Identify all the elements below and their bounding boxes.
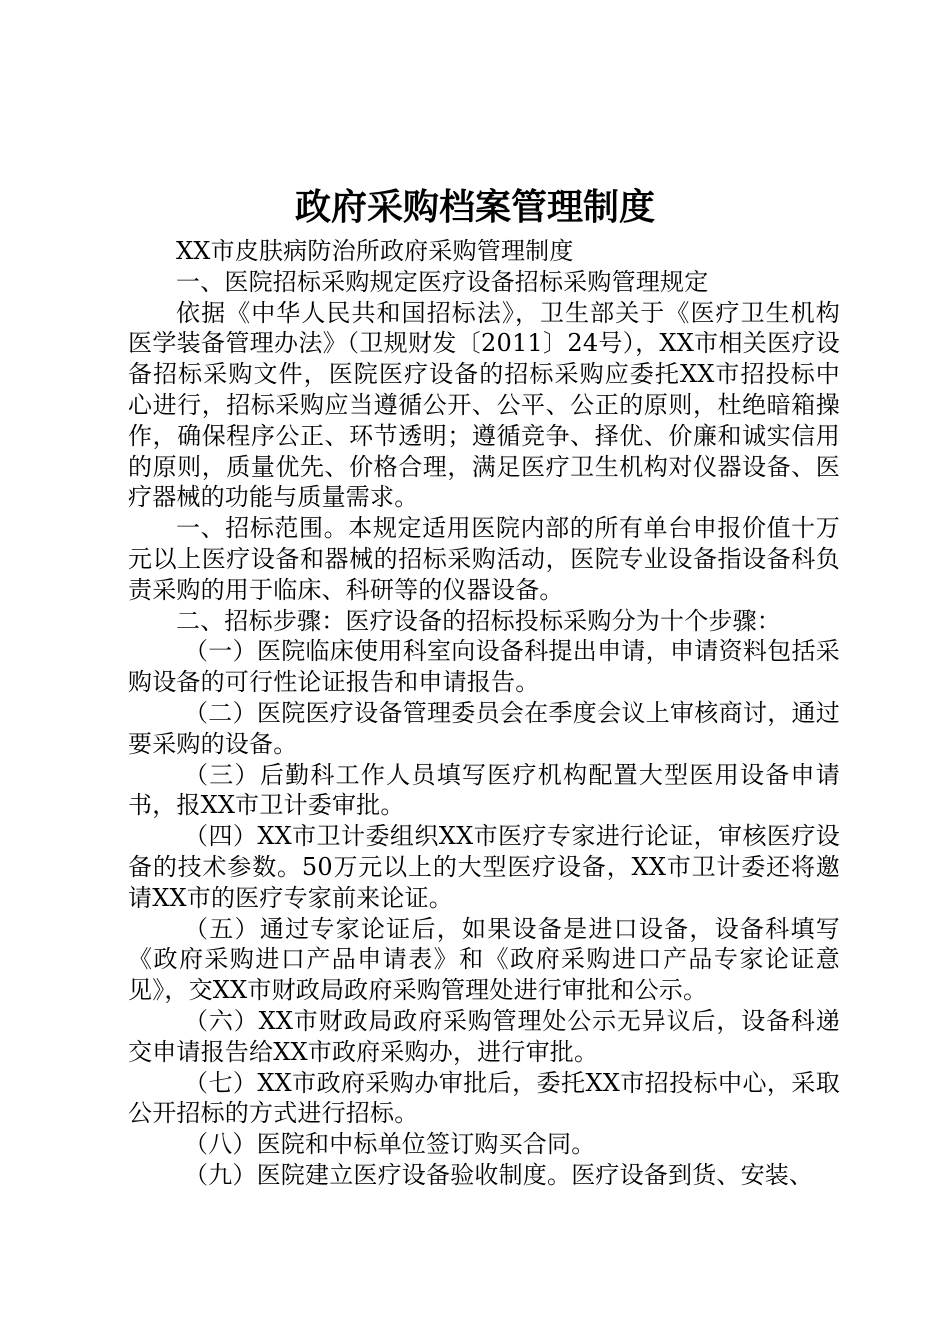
- paragraph-step-7: （七）XX市政府采购办审批后，委托XX市招投标中心，采取公开招标的方式进行招标。: [128, 1068, 840, 1128]
- paragraph-step-8: （八）医院和中标单位签订购买合同。: [184, 1130, 596, 1159]
- paragraph-step-5: （五）通过专家论证后，如果设备是进口设备，设备科填写《政府采购进口产品申请表》和《政府采购进口产品专家论证意见》，交XX市财政局政府采购管理处进行审批和公示。: [128, 914, 840, 1005]
- paragraph-basis: 依据《中华人民共和国招标法》，卫生部关于《医疗卫生机构医学装备管理办法》（卫规财发〔2011〕24号），XX市相关医疗设备招标采购文件，医院医疗设备的招标采购应委托XX市招投标中心进行，招标采购应当遵循公开、公平、公正的原则，杜绝暗箱操作，确保程序公正、环节透明；遵循竞争、择优、价廉和诚实信用的原则，质量优先、价格合理，满足医疗卫生机构对仪器设备、医疗器械的功能与质量需求。: [128, 298, 840, 512]
- paragraph-step-4: （四）XX市卫计委组织XX市医疗专家进行论证，审核医疗设备的技术参数。50万元以上的大型医疗设备，XX市卫计委还将邀请XX市的医疗专家前来论证。: [128, 822, 840, 912]
- paragraph-subtitle: XX市皮肤病防治所政府采购管理制度: [176, 237, 574, 265]
- document-body: [128, 236, 840, 1191]
- paragraph-step-1: （一）医院临床使用科室向设备科提出申请，申请资料包括采购设备的可行性论证报告和申请报告。: [128, 637, 840, 697]
- paragraph-steps-heading: 二、招标步骤：医疗设备的招标投标采购分为十个步骤：: [176, 606, 781, 635]
- paragraph-scope: 一、招标范围。本规定适用医院内部的所有单台申报价值十万元以上医疗设备和器械的招标采购活动，医院专业设备指设备科负责采购的用于临床、科研等的仪器设备。: [128, 514, 840, 604]
- paragraph-step-2: （二）医院医疗设备管理委员会在季度会议上审核商讨，通过要采购的设备。: [128, 698, 840, 758]
- paragraph-step-3: （三）后勤科工作人员填写医疗机构配置大型医用设备申请书，报XX市卫计委审批。: [128, 760, 840, 820]
- document-title: 政府采购档案管理制度: [294, 186, 655, 228]
- paragraph-step-6: （六）XX市财政局政府采购管理处公示无异议后，设备科递交申请报告给XX市政府采购办，进行审批。: [128, 1006, 840, 1066]
- paragraph-section-heading: 一、医院招标采购规定医疗设备招标采购管理规定: [176, 267, 709, 296]
- paragraph-step-9: （九）医院建立医疗设备验收制度。医疗设备到货、安装、: [184, 1160, 814, 1189]
